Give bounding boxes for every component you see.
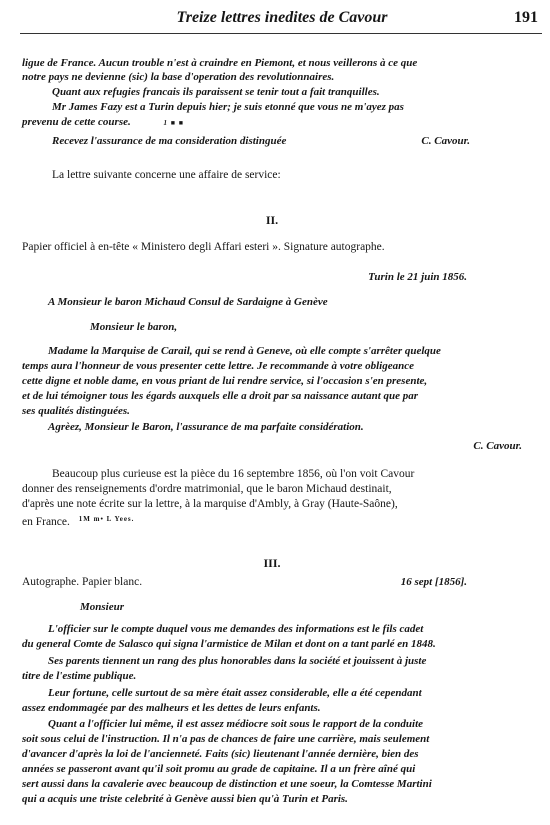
letter2-line: temps aura l'honneur de vous presenter cette lettre. Je recommande à votre obligeance: [22, 360, 414, 372]
commentary-line: [22, 512, 522, 529]
letter2-closing: Agrèez, Monsieur le Baron, l'assurance de ma parfaite considération.: [48, 421, 364, 433]
commentary-text: en France.: [22, 516, 70, 528]
commentary-line: Beaucoup plus curieuse est la pièce du 16 septembre 1856, où l'on voit Cavour: [52, 468, 415, 480]
marginal-mark: 1 ■ ■: [163, 119, 184, 127]
letter3-line: Leur fortune, celle surtout de sa mère était assez considerable, elle a été cependant: [48, 687, 422, 699]
letter3-line: soit sous celui de l'instruction. Il n'a pas de chances de faire une carrière, mais seulement: [22, 733, 430, 745]
letter1-line: [22, 115, 522, 130]
letter3-line: d'avancer d'après la loi de l'ancienneté. Faits (sic) lieutenant l'année dernière, bien des: [22, 748, 419, 760]
signature: C. Cavour.: [421, 135, 470, 147]
letter3-line: assez endommagée par des malheurs et les dettes de leurs enfants.: [22, 702, 321, 714]
commentary-line: d'après une note écrite sur la lettre, à la marquise d'Ambly, à Gray (Haute-Saône),: [22, 498, 398, 510]
signature: C. Cavour.: [473, 440, 522, 452]
letter1-line-text: prevenu de cette course.: [22, 116, 131, 128]
letter3-line: Quant a l'officier lui même, il est assez médiocre soit sous le rapport de la conduite: [48, 718, 424, 730]
letter2-line: ses qualités distinguées.: [22, 405, 130, 417]
letter1-line: Quant aux refugies francais ils paraissent se tenir tout a fait tranquilles.: [52, 86, 380, 98]
letter3-line: L'officier sur le compte duquel vous me demandes des informations est le fils cadet: [48, 623, 424, 635]
letter2-line: et de lui témoigner tous les égards auxquels elle a droit par sa naissance autant que par: [22, 390, 419, 402]
page-number: 191: [514, 9, 538, 26]
letter1-line: ligue de France. Aucun trouble n'est à craindre en Piemont, et nous veillerons à ce que: [22, 57, 418, 69]
letter1-line: Mr James Fazy est a Turin depuis hier; je suis etonné que vous ne m'ayez pas: [52, 101, 404, 113]
letter3-line: du general Comte de Salasco qui signa l'armistice de Milan et dont on a tant parlé en 1848.: [22, 638, 436, 650]
running-title: Treize lettres inedites de Cavour: [176, 9, 388, 26]
closing-text: Recevez l'assurance de ma consideration distinguée: [52, 135, 287, 147]
letter3-line: sert aussi dans la cavalerie avec beaucoup de distinction et une soeur, la Comtesse Martini: [22, 778, 432, 790]
section-description: Autographe. Papier blanc.: [22, 576, 143, 588]
section-number: III.: [263, 556, 281, 570]
letter3-line: qui a acquis une triste celebrité à Genève aussi bien qu'à Turin et Paris.: [22, 793, 348, 805]
section-header-line: [22, 575, 467, 589]
address-line: A Monsieur le baron Michaud Consul de Sardaigne à Genève: [48, 296, 328, 308]
place-date: Turin le 21 juin 1856.: [368, 271, 467, 283]
letter3-line: Ses parents tiennent un rang des plus honorables dans la société et jouissent à juste: [48, 655, 427, 667]
letter3-line: années se passeront avant qu'il soit promu au grade de capitaine. Il a un frère aîné qui: [22, 763, 416, 775]
salutation: Monsieur le baron,: [90, 321, 178, 333]
letter1-closing: [52, 134, 470, 148]
section-number: II.: [265, 213, 279, 227]
letter3-line: titre de l'estime publique.: [22, 670, 137, 682]
commentary-line: donner des renseignements d'ordre matrimonial, que le baron Michaud destinait,: [22, 483, 392, 495]
salutation: Monsieur: [80, 601, 125, 613]
letter2-line: cette digne et noble dame, en vous priant de lui rendre service, si l'occasion s'en presente,: [22, 375, 428, 387]
header-rule: [20, 33, 542, 34]
section-description: Papier officiel à en-tête « Ministero degli Affari esteri ». Signature autographe.: [22, 241, 385, 253]
letter1-line: notre pays ne devienne (sic) la base d'operation des revolutionnaires.: [22, 71, 335, 83]
transition-text: La lettre suivante concerne une affaire de service:: [52, 169, 281, 181]
marginal-mark: 1M m• L Yees.: [78, 515, 135, 523]
letter2-line: Madame la Marquise de Carail, qui se rend à Geneve, où elle compte s'arrêter quelque: [48, 345, 441, 357]
page-header: [22, 9, 542, 31]
letter-date: 16 sept [1856].: [400, 576, 467, 588]
